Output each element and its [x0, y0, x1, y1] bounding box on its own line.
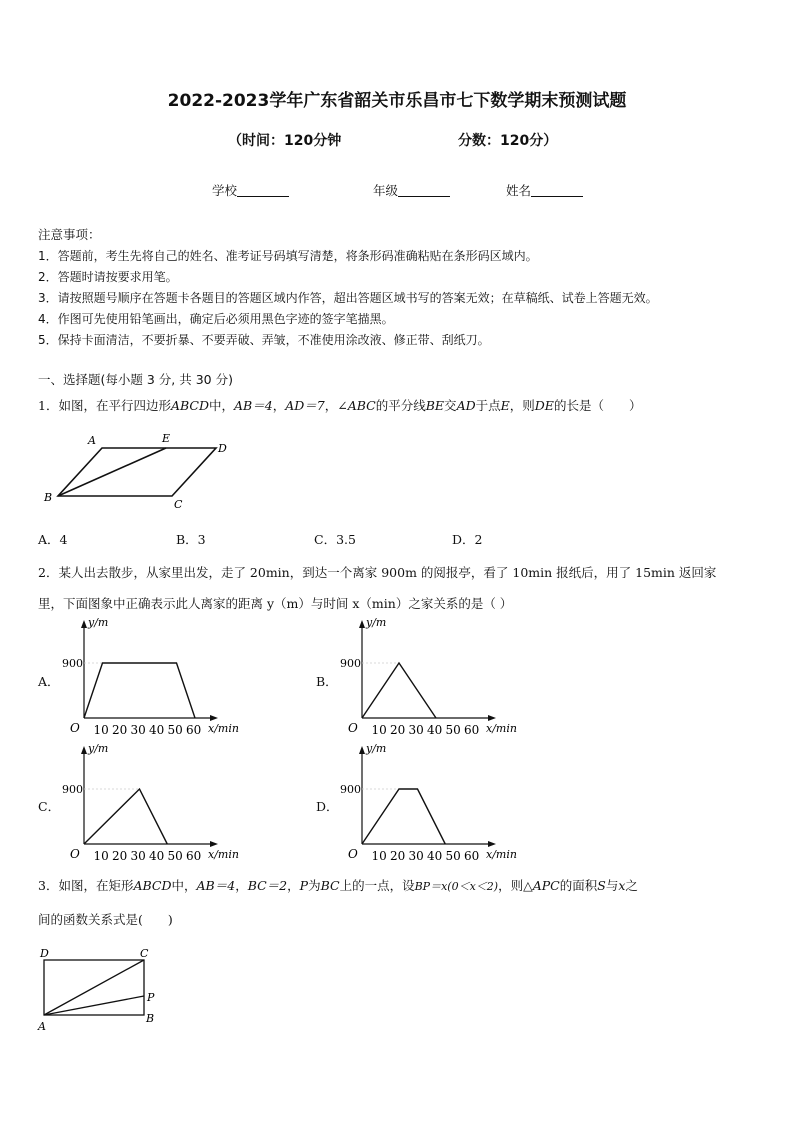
x-tick-label: 60	[464, 723, 480, 737]
x-axis-arrow	[488, 841, 496, 847]
x-axis-label: x/min	[208, 848, 239, 861]
label-c: C	[174, 498, 183, 511]
notice-item: 5．保持卡面清洁，不要折暴、不要弄破、弄皱，不准使用涂改液、修正带、刮纸刀。	[38, 333, 490, 347]
y-axis-arrow	[359, 620, 365, 628]
label-p: P	[147, 991, 155, 1004]
label-a: A	[88, 434, 96, 447]
x-axis-label: x/min	[486, 722, 517, 735]
distance-line	[362, 663, 436, 718]
section-title: 一、选择题(每小题 3 分, 共 30 分)	[38, 372, 233, 387]
x-axis-label: x/min	[208, 722, 239, 735]
x-tick-label: 20	[390, 723, 406, 737]
parallelogram-figure	[38, 428, 238, 514]
x-tick-label: 10	[93, 723, 109, 737]
page-title: 2022-2023学年广东省韶关市乐昌市七下数学期末预测试题	[167, 91, 627, 111]
label-c: C	[140, 947, 149, 960]
x-axis-arrow	[210, 715, 218, 721]
x-tick-label: 50	[445, 723, 461, 737]
question-2-line-2: 里，下面图象中正确表示此人离家的距离 y（m）与时间 x（min）之家关系的是（ ）	[38, 596, 513, 611]
x-tick-label: 60	[186, 723, 202, 737]
label-b: B	[146, 1012, 155, 1025]
x-axis-label: x/min	[486, 848, 517, 861]
x-tick-label: 40	[427, 849, 443, 863]
name-field	[506, 181, 583, 199]
grade-field	[373, 181, 450, 199]
label-a: A	[38, 1020, 46, 1033]
distance-line	[362, 789, 445, 844]
label-d: D	[218, 442, 227, 455]
notice-item: 4．作图可先使用铅笔画出，确定后必须用黑色字迹的签字笔描黑。	[38, 312, 394, 326]
y-axis-arrow	[81, 620, 87, 628]
x-axis-arrow	[488, 715, 496, 721]
q1-option-c[interactable]: C．3.5	[314, 532, 356, 547]
graph-b	[338, 614, 538, 740]
label-d: D	[40, 947, 49, 960]
x-tick-label: 10	[371, 849, 387, 863]
graph-a	[60, 614, 260, 740]
x-axis-arrow	[210, 841, 218, 847]
x-tick-label: 10	[371, 723, 387, 737]
x-tick-label: 60	[464, 849, 480, 863]
notice-item: 3．请按照题号顺序在答题卡各题目的答题区域内作答，超出答题区域书写的答案无效；在草稿纸、试卷上答题无效。	[38, 291, 658, 305]
grade-label: 年级	[373, 183, 399, 198]
distance-line	[84, 789, 167, 844]
x-tick-label: 30	[408, 723, 424, 737]
y-axis-label: y/m	[88, 742, 109, 755]
graph-d	[338, 740, 538, 866]
y-tick-label: 900	[340, 657, 361, 670]
question-3-line-2: 间的函数关系式是( )	[38, 912, 173, 927]
school-blank	[237, 183, 289, 197]
label-b: B	[44, 491, 53, 504]
label-e: E	[162, 432, 171, 445]
y-tick-label: 900	[62, 783, 83, 796]
origin-label: O	[70, 721, 80, 735]
y-axis-label: y/m	[366, 742, 387, 755]
question-1: 1．如图，在平行四边形ABCD中，AB＝4，AD＝7，∠ABC的平分线BE交AD于点E，则DE的长是（ ）	[38, 398, 642, 413]
y-axis-arrow	[359, 746, 365, 754]
x-tick-label: 50	[167, 723, 183, 737]
notice-heading: 注意事项：	[38, 227, 101, 242]
q2-option-a[interactable]: A．	[38, 674, 60, 689]
y-tick-label: 900	[62, 657, 83, 670]
q2-option-b[interactable]: B．	[316, 674, 338, 689]
x-tick-label: 50	[167, 849, 183, 863]
distance-line	[84, 663, 195, 718]
grade-blank	[398, 183, 450, 197]
q1-option-b[interactable]: B．3	[176, 532, 206, 547]
q2-option-d[interactable]: D．	[316, 799, 339, 814]
x-tick-label: 20	[390, 849, 406, 863]
time-label: （时间：120分钟	[228, 133, 342, 149]
y-axis-label: y/m	[366, 616, 387, 629]
question-3-line-1: 3．如图，在矩形ABCD中，AB＝4，BC＝2，P为BC上的一点，设BP＝x(0＜x＜2)，则△APC的面积S与x之	[38, 878, 638, 893]
x-tick-label: 40	[149, 723, 165, 737]
notice-item: 1．答题前，考生先将自己的姓名、准考证号码填写清楚，将条形码准确粘贴在条形码区域内。	[38, 249, 538, 263]
name-label: 姓名	[506, 183, 532, 198]
name-blank	[531, 183, 583, 197]
rectangle-figure	[34, 944, 164, 1036]
score-label: 分数：120分）	[458, 133, 558, 149]
origin-label: O	[348, 847, 358, 861]
x-tick-label: 30	[130, 723, 146, 737]
x-tick-label: 40	[149, 849, 165, 863]
x-tick-label: 50	[445, 849, 461, 863]
q2-option-c[interactable]: C．	[38, 799, 61, 814]
x-tick-label: 20	[112, 849, 128, 863]
x-tick-label: 60	[186, 849, 202, 863]
notice-item: 2．答题时请按要求用笔。	[38, 270, 178, 284]
question-2-line-1: 2．某人出去散步，从家里出发，走了 20min，到达一个离家 900m 的阅报亭，看了 10min 报纸后，用了 15min 返回家	[38, 565, 717, 580]
x-tick-label: 20	[112, 723, 128, 737]
x-tick-label: 10	[93, 849, 109, 863]
y-axis-label: y/m	[88, 616, 109, 629]
x-tick-label: 40	[427, 723, 443, 737]
graph-c	[60, 740, 260, 866]
y-tick-label: 900	[340, 783, 361, 796]
origin-label: O	[348, 721, 358, 735]
q1-option-a[interactable]: A．4	[38, 532, 68, 547]
x-tick-label: 30	[130, 849, 146, 863]
q1-option-d[interactable]: D．2	[452, 532, 483, 547]
x-tick-label: 30	[408, 849, 424, 863]
school-field	[212, 181, 289, 199]
school-label: 学校	[212, 183, 238, 198]
y-axis-arrow	[81, 746, 87, 754]
origin-label: O	[70, 847, 80, 861]
